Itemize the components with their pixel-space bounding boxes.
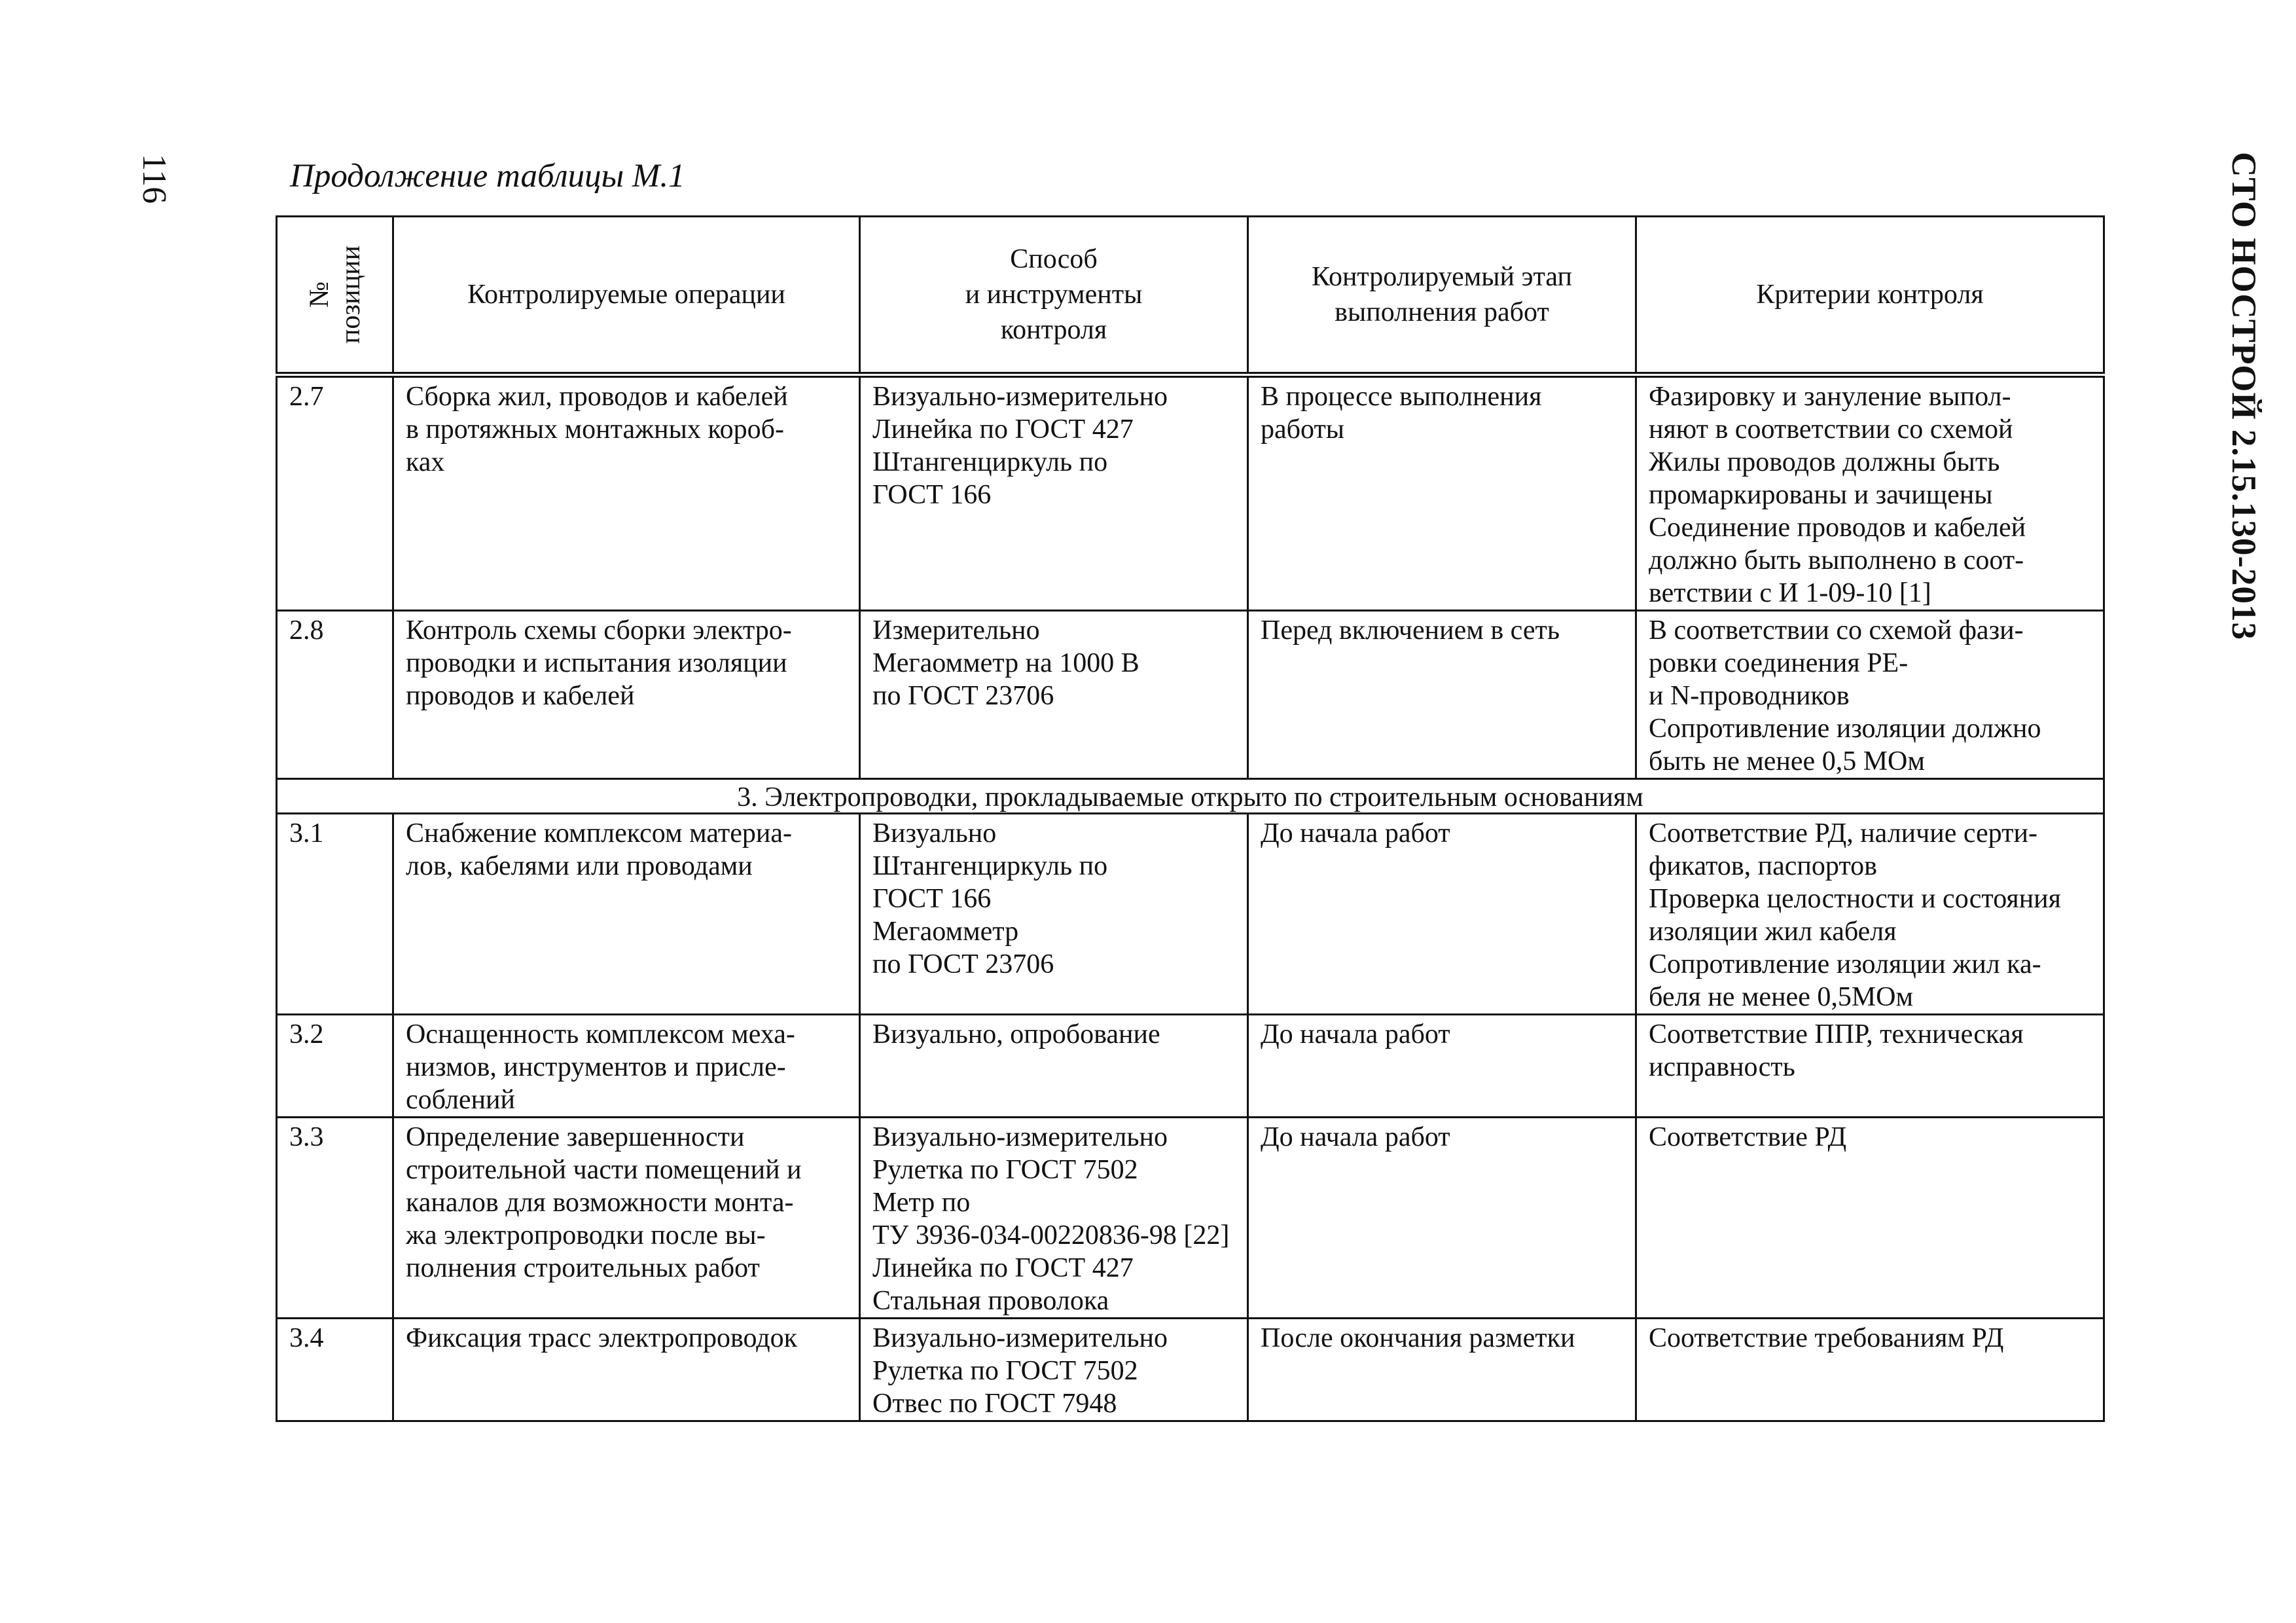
row-operation-line: Определение завершенности [406, 1122, 745, 1152]
row-operation-line: проводов и кабелей [406, 681, 635, 711]
row-method [860, 814, 1248, 1015]
row-method-line: ГОСТ 166 [872, 480, 992, 510]
row-method-line: Визуально [872, 818, 997, 848]
row-method-line: Линейка по ГОСТ 427 [872, 1253, 1134, 1283]
row-method [860, 1015, 1248, 1118]
row-operation-line: в протяжных монтажных короб- [406, 414, 784, 445]
row-criteria-line: Жилы проводов должны быть [1649, 447, 2000, 477]
row-operation [393, 611, 860, 779]
row-criteria-line: промаркированы и зачищены [1649, 480, 1993, 510]
row-operation-line: соблений [406, 1085, 515, 1115]
row-method-line: Мегаомметр [872, 917, 1019, 947]
header-position [277, 217, 393, 375]
row-method-line: ТУ 3936-034-00220836-98 [22] [872, 1220, 1230, 1250]
header-method-line1: Способ [1010, 244, 1098, 274]
row-operation-line: ках [406, 447, 445, 477]
row-criteria-line: В соответствии со схемой фази- [1649, 615, 2024, 646]
row-stage-line: Перед включением в сеть [1261, 615, 1560, 646]
row-method-line: Рулетка по ГОСТ 7502 [872, 1155, 1138, 1185]
row-stage-line: В процессе выполнения [1261, 382, 1542, 412]
row-number: 3.1 [277, 814, 393, 1015]
table-header-row [277, 217, 2104, 375]
header-method-line3: контроля [1000, 315, 1107, 345]
row-criteria-line: должно быть выполнено в соот- [1649, 545, 2024, 575]
row-stage-line: После окончания разметки [1261, 1323, 1575, 1353]
row-stage [1248, 814, 1636, 1015]
row-operation-line: Фиксация трасс электропроводок [406, 1323, 798, 1353]
control-table [276, 215, 2105, 1422]
row-operation-line: низмов, инструментов и присле- [406, 1052, 786, 1082]
row-criteria-line: Фазировку и зануление выпол- [1649, 382, 2011, 412]
row-criteria-line: быть не менее 0,5 МОм [1649, 746, 1925, 776]
row-criteria-line: Соответствие РД [1649, 1122, 1847, 1152]
row-method-line: по ГОСТ 23706 [872, 949, 1054, 979]
row-method-line: Визуально-измерительно [872, 1323, 1168, 1353]
header-stage [1248, 217, 1636, 375]
row-method-line: Стальная проволока [872, 1286, 1109, 1316]
row-stage [1248, 611, 1636, 779]
row-method-line: Штангенциркуль по [872, 447, 1108, 477]
header-position-line1: № [304, 281, 334, 308]
row-operation [393, 1319, 860, 1421]
row-operation-line: каналов для возможности монта- [406, 1188, 794, 1218]
row-operation [393, 1015, 860, 1118]
row-method-line: Измерительно [872, 615, 1040, 646]
row-criteria [1636, 1015, 2104, 1118]
row-method [860, 375, 1248, 611]
row-criteria-line: Сопротивление изоляции жил ка- [1649, 949, 2041, 979]
row-stage-line: работы [1261, 414, 1345, 445]
row-method-line: Штангенциркуль по [872, 851, 1108, 881]
document-code: СТО НОСТРОЙ 2.15.130-2013 [2225, 152, 2263, 641]
row-method [860, 1118, 1248, 1319]
row-criteria [1636, 1118, 2104, 1319]
header-stage-line2: выполнения работ [1335, 297, 1549, 327]
row-number: 2.8 [277, 611, 393, 779]
table-row [277, 1118, 2104, 1319]
header-operations: Контролируемые операции [393, 217, 860, 375]
header-criteria: Критерии контроля [1636, 217, 2104, 375]
table-row [277, 814, 2104, 1015]
row-criteria [1636, 611, 2104, 779]
row-stage [1248, 1015, 1636, 1118]
row-criteria-line: Соответствие РД, наличие серти- [1649, 818, 2037, 848]
row-operation [393, 814, 860, 1015]
row-operation-line: лов, кабелями или проводами [406, 851, 753, 881]
row-criteria-line: изоляции жил кабеля [1649, 917, 1897, 947]
row-criteria-line: Проверка целостности и состояния [1649, 884, 2061, 914]
row-method-line: по ГОСТ 23706 [872, 681, 1054, 711]
row-stage [1248, 1319, 1636, 1421]
row-number: 3.3 [277, 1118, 393, 1319]
table-row [277, 1015, 2104, 1118]
row-criteria [1636, 814, 2104, 1015]
row-method-line: Визуально-измерительно [872, 1122, 1168, 1152]
row-criteria-line: и N-проводников [1649, 681, 1850, 711]
row-criteria-line: ветствии с И 1-09-10 [1] [1649, 578, 1931, 608]
row-stage [1248, 1118, 1636, 1319]
row-criteria-line: беля не менее 0,5МОм [1649, 982, 1914, 1012]
row-criteria-line: Сопротивление изоляции должно [1649, 714, 2041, 744]
row-criteria-line: няют в соответствии со схемой [1649, 414, 2013, 445]
table-row [277, 1319, 2104, 1421]
row-criteria-line: Соответствие ППР, техническая [1649, 1019, 2024, 1049]
row-operation-line: проводки и испытания изоляции [406, 648, 787, 678]
row-method-line: Метр по [872, 1188, 971, 1218]
row-number: 2.7 [277, 375, 393, 611]
row-stage [1248, 375, 1636, 611]
row-method [860, 611, 1248, 779]
row-criteria-line: фикатов, паспортов [1649, 851, 1877, 881]
section-title: 3. Электропроводки, прокладываемые открыто по строительным основаниям [277, 779, 2104, 814]
row-criteria-line: исправность [1649, 1052, 1795, 1082]
row-stage-line: До начала работ [1261, 1122, 1450, 1152]
page-number: 116 [135, 154, 173, 204]
row-operation-line: строительной части помещений и [406, 1155, 802, 1185]
row-method-line: Линейка по ГОСТ 427 [872, 414, 1134, 445]
row-operation-line: Оснащенность комплексом меха- [406, 1019, 795, 1049]
row-criteria-line: Соответствие требованиям РД [1649, 1323, 2004, 1353]
row-operation [393, 375, 860, 611]
row-operation [393, 1118, 860, 1319]
row-method [860, 1319, 1248, 1421]
table-caption: Продолжение таблицы М.1 [290, 158, 685, 194]
row-method-line: ГОСТ 166 [872, 884, 992, 914]
section-row [277, 779, 2104, 814]
row-operation-line: жа электропроводки после вы- [406, 1220, 766, 1250]
row-criteria-line: Соединение проводов и кабелей [1649, 513, 2026, 543]
row-number: 3.4 [277, 1319, 393, 1421]
row-method-line: Визуально-измерительно [872, 382, 1168, 412]
row-criteria-line: ровки соединения PE- [1649, 648, 1909, 678]
row-criteria [1636, 1319, 2104, 1421]
table-row [277, 611, 2104, 779]
row-criteria [1636, 375, 2104, 611]
row-method-line: Рулетка по ГОСТ 7502 [872, 1356, 1138, 1386]
row-number: 3.2 [277, 1015, 393, 1118]
header-method [860, 217, 1248, 375]
row-method-line: Отвес по ГОСТ 7948 [872, 1389, 1117, 1419]
row-method-line: Визуально, опробование [872, 1019, 1160, 1049]
row-operation-line: полнения строительных работ [406, 1253, 760, 1283]
row-method-line: Мегаомметр на 1000 В [872, 648, 1139, 678]
row-operation-line: Снабжение комплексом материа- [406, 818, 793, 848]
row-operation-line: Сборка жил, проводов и кабелей [406, 382, 788, 412]
row-stage-line: До начала работ [1261, 818, 1450, 848]
row-operation-line: Контроль схемы сборки электро- [406, 615, 792, 646]
row-stage-line: До начала работ [1261, 1019, 1450, 1049]
header-method-line2: и инструменты [965, 280, 1143, 310]
table-row [277, 375, 2104, 611]
header-position-line2: позиции [335, 246, 366, 344]
header-stage-line1: Контролируемый этап [1312, 262, 1572, 292]
